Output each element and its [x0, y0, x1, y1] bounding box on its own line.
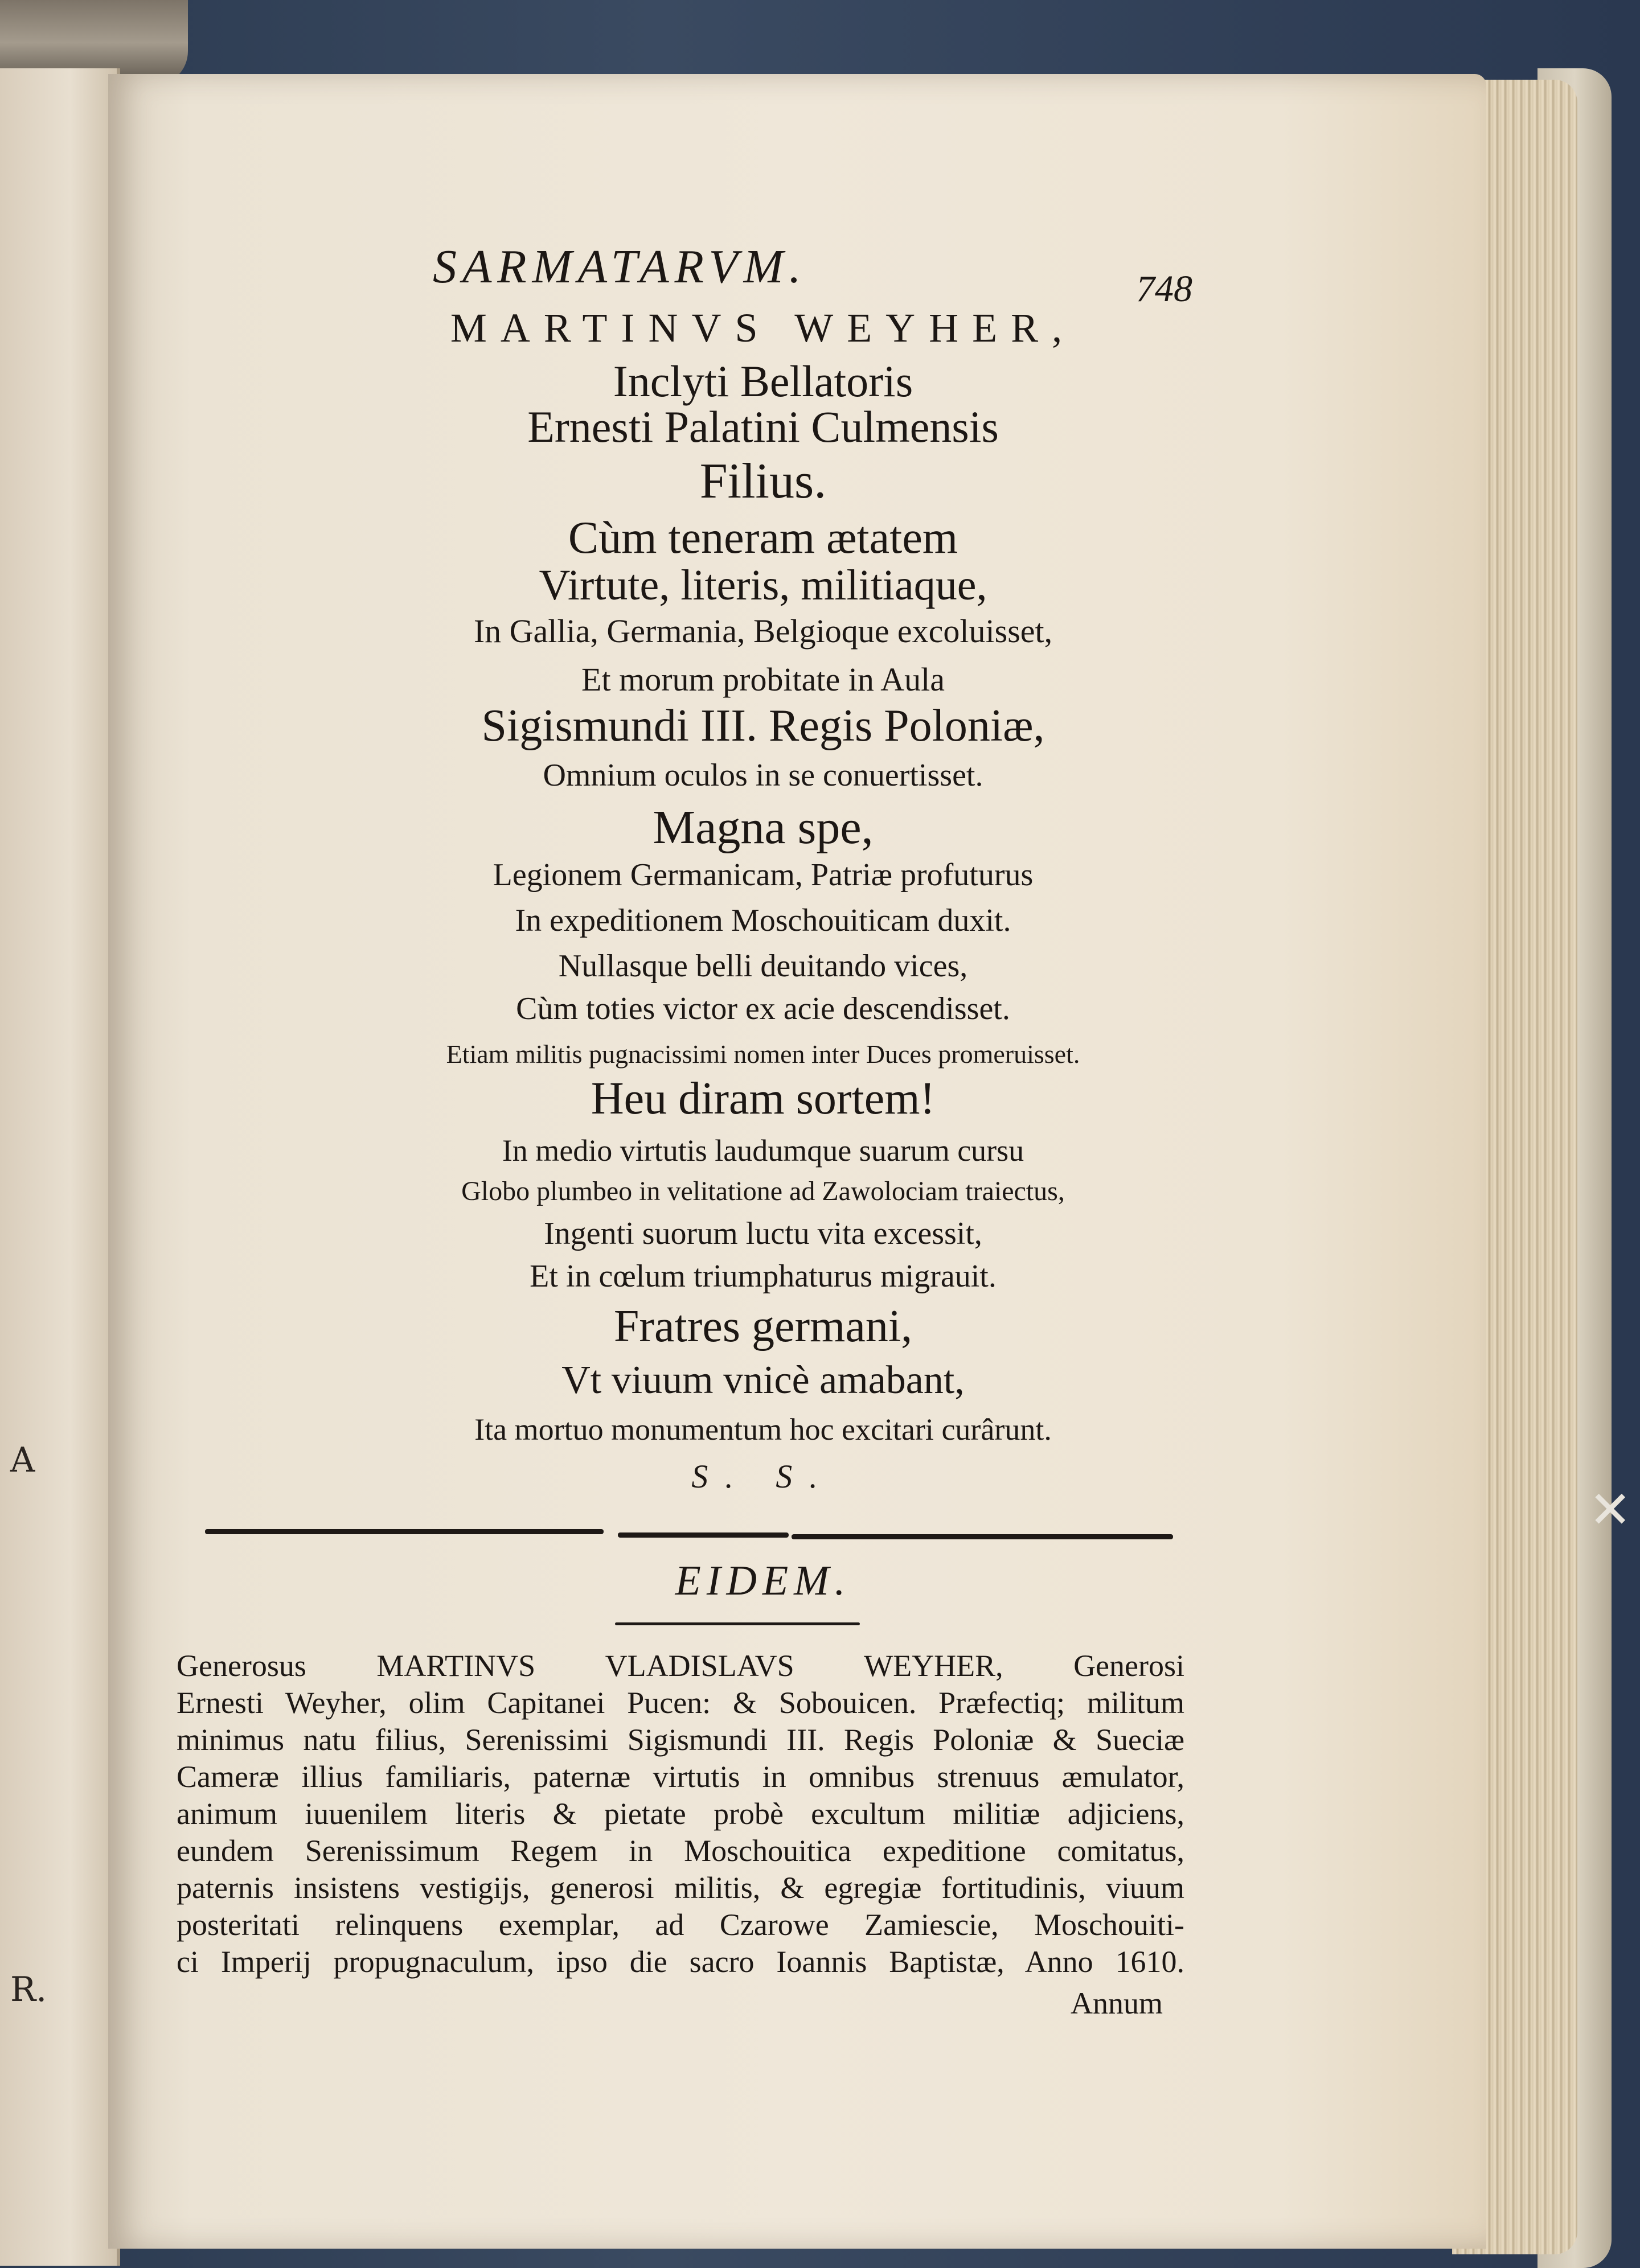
page-tab-mark: ✕ — [1589, 1480, 1632, 1540]
running-head: SARMATARVM. — [433, 240, 807, 293]
inscription-line: Inclyti Bellatoris — [613, 356, 913, 406]
catchword: Annum — [1071, 1986, 1163, 2020]
inscription-line: Sigismundi III. Regis Poloniæ, — [481, 701, 1045, 751]
prose-line: ci Imperij propugnaculum, ipso die sacro Ioannis Baptistæ, Anno 1610. — [177, 1945, 1184, 1979]
inscription-line: Legionem Germanicam, Patriæ profuturus — [493, 857, 1034, 893]
inscription-line: Globo plumbeo in velitatione ad Zawolociam traiectus, — [461, 1176, 1065, 1206]
prose-line: minimus natu filius, Serenissimi Sigismundi III. Regis Poloniæ & Sueciæ — [177, 1723, 1184, 1757]
inscription-line: Omnium oculos in se conuertisset. — [543, 758, 983, 793]
divider-rule-left — [205, 1529, 604, 1534]
prose-line: Cameræ illius familiaris, paternæ virtutis in omnibus strenuus æmulator, — [177, 1760, 1184, 1794]
prose-line: posteritati relinquens exemplar, ad Czarowe Zamiescie, Moschouiti- — [177, 1908, 1184, 1942]
inscription-line: Et morum probitate in Aula — [581, 661, 945, 698]
prose-line: eundem Serenissimum Regem in Moschouitica expeditione comitatus, — [177, 1834, 1184, 1868]
inscription-line: Ita mortuo monumentum hoc excitari curârunt. — [474, 1412, 1052, 1447]
signature-initials: S. S. — [691, 1458, 835, 1495]
inscription-line: Heu diram sortem! — [591, 1074, 936, 1124]
inscription-line: MARTINVS WEYHER, — [450, 305, 1076, 351]
divider-rule-right — [792, 1534, 1173, 1539]
inscription-line: Vt viuum vnicè amabant, — [561, 1358, 965, 1402]
prose-line: Generosus MARTINVS VLADISLAVS WEYHER, Generosi — [177, 1649, 1184, 1683]
inscription-line: Et in cœlum triumphaturus migrauit. — [530, 1259, 997, 1294]
inscription-line: Ernesti Palatini Culmensis — [527, 402, 999, 451]
inscription-line: In medio virtutis laudumque suarum cursu — [502, 1133, 1024, 1168]
heading-underline — [615, 1622, 860, 1625]
facing-page-fragment: A — [10, 1440, 35, 1480]
facing-page-fragment: R. — [10, 1970, 47, 2010]
prose-line: Ernesti Weyher, olim Capitanei Pucen: & Sobouicen. Præfectiq; militum — [177, 1686, 1184, 1720]
inscription-line: Magna spe, — [653, 801, 874, 854]
inscription-line: In Gallia, Germania, Belgioque excoluisset, — [473, 613, 1053, 650]
divider-rule-middle — [618, 1532, 789, 1538]
inscription-line: Cùm toties victor ex acie descendisset. — [516, 991, 1010, 1026]
inscription-line: Cùm teneram ætatem — [568, 513, 958, 563]
inscription-line: Etiam militis pugnacissimi nomen inter Duces promeruisset. — [446, 1040, 1080, 1069]
page-number: 748 — [1136, 268, 1192, 310]
inscription-line: Ingenti suorum luctu vita excessit, — [544, 1216, 982, 1251]
section-heading: EIDEM. — [675, 1558, 851, 1604]
inscription-line: Filius. — [699, 454, 827, 509]
prose-line: animum iuuenilem literis & pietate probè excultum militiæ adjiciens, — [177, 1797, 1184, 1831]
inscription-line: Nullasque belli deuitando vices, — [558, 948, 968, 984]
prose-line: paternis insistens vestigijs, generosi militis, & egregiæ fortitudinis, viuum — [177, 1871, 1184, 1905]
inscription-line: In expeditionem Moschouiticam duxit. — [515, 903, 1011, 938]
inscription-line: Fratres germani, — [613, 1301, 913, 1351]
inscription-line: Virtute, literis, militiaque, — [539, 561, 987, 609]
